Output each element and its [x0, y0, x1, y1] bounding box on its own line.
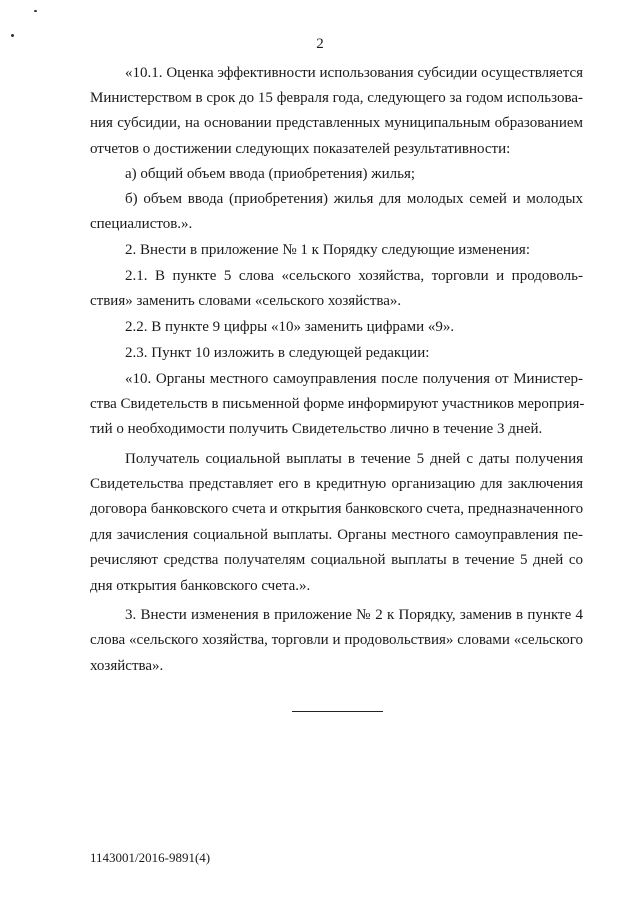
text-line: 2.2. В пункте 9 цифры «10» заменить цифрами «9». [125, 319, 455, 335]
text-line: тий о необходимости получить Свидетельство лично в течение 3 дней. [90, 421, 543, 437]
text-line: слова «сельского хозяйства, торговли и продовольствия» словами «сельского [90, 632, 583, 648]
closing-rule [292, 711, 383, 712]
document-id: 1143001/2016-9891(4) [90, 850, 211, 865]
text-line: специалистов.». [90, 216, 193, 232]
text-line: 2. Внести в приложение № 1 к Порядку следующие изменения: [125, 242, 530, 258]
scan-speck [11, 34, 14, 37]
scan-speck [34, 10, 37, 12]
text-line: отчетов о достижении следующих показателей результативности: [90, 141, 511, 157]
text-line: Получатель социальной выплаты в течение 5 дней с даты получения [125, 451, 583, 467]
text-line: Свидетельства представляет его в кредитную организацию для заключения [90, 476, 583, 492]
text-line: Министерством в срок до 15 февраля года, следующего за годом использова- [90, 90, 583, 106]
text-line: 2.1. В пункте 5 слова «сельского хозяйства, торговли и продоволь- [125, 268, 583, 284]
text-line: 3. Внести изменения в приложение № 2 к Порядку, заменив в пункте 4 [125, 607, 583, 623]
text-line: ния субсидии, на основании представленных муниципальным образованием [90, 115, 583, 131]
text-line: ства Свидетельств в письменной форме информируют участников мероприя- [90, 396, 585, 412]
text-line: ствия» заменить словами «сельского хозяйства». [90, 293, 402, 309]
text-line: дня открытия банковского счета.». [90, 578, 311, 594]
text-line: речисляют средства получателям социальной выплаты в течение 5 дней со [90, 552, 583, 568]
text-line: для зачисления социальной выплаты. Органы местного самоуправления пе- [90, 527, 583, 543]
text-line: б) объем ввода (приобретения) жилья для молодых семей и молодых [125, 191, 583, 207]
page-number: 2 [316, 36, 324, 52]
text-line: «10.1. Оценка эффективности использования субсидии осуществляется [125, 65, 583, 81]
text-line: а) общий объем ввода (приобретения) жилья; [125, 166, 416, 182]
text-line: хозяйства». [90, 658, 164, 674]
text-line: 2.3. Пункт 10 изложить в следующей редакции: [125, 345, 430, 361]
text-line: «10. Органы местного самоуправления после получения от Министер- [125, 371, 583, 387]
text-line: договора банковского счета и открытия банковского счета, предназначенного [90, 501, 584, 517]
